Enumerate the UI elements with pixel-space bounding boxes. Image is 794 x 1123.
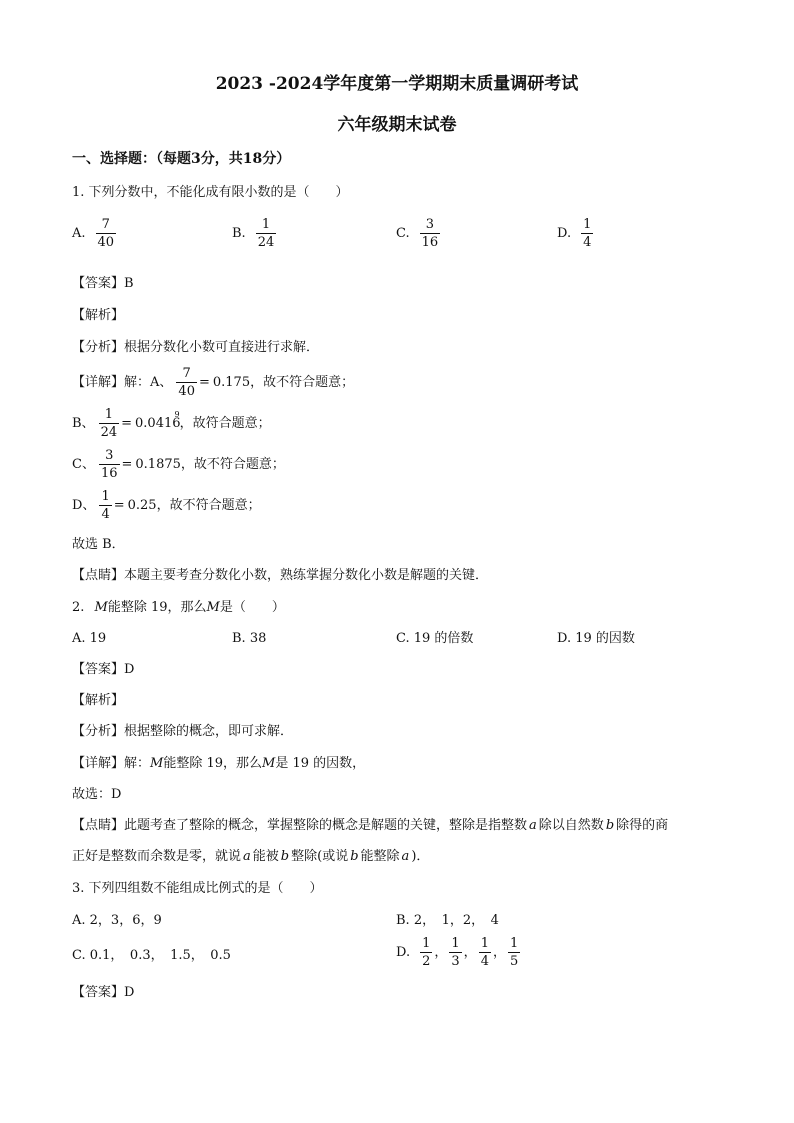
fraction-numerator: 3	[425, 217, 435, 232]
fraction-numerator: 3	[105, 448, 114, 463]
q1-fenxi	[72, 341, 319, 354]
fraction	[256, 218, 277, 249]
option-letter: A.	[72, 226, 86, 241]
q2-option-d: D. 19 的因数	[557, 631, 635, 646]
fraction-denominator: 16	[100, 466, 118, 481]
jie-text: 解：	[124, 375, 151, 390]
q2-jiexi-tag: 【解析】	[72, 693, 125, 708]
fraction	[99, 490, 111, 521]
fraction-numerator: 7	[182, 366, 191, 381]
repeat-mark: 9	[174, 409, 180, 419]
q1-stem: 1. 下列分数中，不能化成有限小数的是（ ）	[72, 185, 349, 200]
fraction-denominator: 24	[100, 425, 118, 440]
q2-dianjing-line1	[72, 819, 668, 832]
fenxi-tag: 【分析】	[72, 340, 125, 355]
variable-m: M	[262, 756, 276, 771]
dianjing-text: 除得的商	[616, 818, 669, 833]
decimal-value: 0.175	[212, 375, 251, 390]
q3-answer	[72, 986, 134, 999]
detail-prefix: A、	[150, 375, 173, 390]
q1-dianjing	[72, 569, 488, 582]
comma: ，	[463, 945, 477, 960]
q2-option-c: C. 19 的倍数	[396, 631, 474, 646]
fraction-numerator: 1	[261, 217, 271, 232]
answer-tag: 【答案】	[72, 276, 125, 291]
comma: ，	[492, 945, 506, 960]
answer-tag: 【答案】	[72, 662, 125, 677]
variable-b: b	[350, 849, 359, 864]
question-number: 2.	[72, 600, 85, 615]
equals-sign: =	[121, 457, 133, 472]
decimal-value: 0.0416	[135, 416, 181, 431]
q1-option-b	[232, 218, 278, 249]
fraction-denominator: 4	[101, 507, 110, 522]
stem-text-end: 是（ ）	[219, 600, 285, 615]
detail-prefix: B、	[72, 416, 95, 431]
fraction-denominator: 4	[583, 235, 592, 250]
detail-tail: ，故不符合题意；	[156, 498, 261, 513]
fraction-denominator: 40	[97, 235, 115, 250]
fraction-denominator: 5	[509, 954, 519, 969]
q2-conclusion: 故选：D	[72, 787, 122, 802]
q1-option-c	[396, 218, 442, 249]
dianjing-text: )．	[411, 849, 430, 864]
fraction-denominator: 4	[480, 954, 489, 969]
q1-option-d	[557, 218, 595, 249]
fraction	[479, 937, 491, 968]
dianjing-text: 能整除	[360, 849, 400, 864]
answer-value: B	[124, 276, 134, 291]
equals-sign: =	[198, 375, 210, 390]
detail-text: 能整除 19，那么	[163, 756, 263, 771]
fraction-numerator: 1	[480, 936, 489, 951]
q2-option-b: B. 38	[232, 631, 267, 646]
fraction-numerator: 1	[104, 407, 113, 422]
fraction	[449, 937, 461, 968]
q2-answer	[72, 663, 134, 676]
fraction-numerator: 7	[101, 217, 110, 232]
fraction-numerator: 1	[422, 936, 431, 951]
fraction-denominator: 16	[421, 235, 439, 250]
fraction	[99, 449, 120, 480]
jie-text: 解：	[124, 756, 151, 771]
detail-prefix: C、	[72, 457, 95, 472]
variable-a: a	[243, 849, 251, 864]
detail-tail: ，故不符合题意；	[180, 457, 285, 472]
dianjing-text: 正好是整数而余数是零，就说	[72, 849, 242, 864]
q3-stem: 3. 下列四组数不能组成比例式的是（ ）	[72, 881, 323, 896]
decimal-value: 0.1875	[135, 457, 181, 472]
variable-a: a	[401, 849, 410, 864]
fraction-numerator: 1	[509, 936, 519, 951]
q3-option-b: B. 2， 1，2， 4	[396, 913, 499, 928]
xiangjie-tag: 【详解】	[72, 375, 125, 390]
q2-option-a: A. 19	[72, 631, 107, 646]
answer-tag: 【答案】	[72, 985, 125, 1000]
variable-b: b	[605, 818, 615, 833]
q1-detail-c	[72, 449, 285, 480]
xiangjie-tag: 【详解】	[72, 756, 125, 771]
fenxi-tag: 【分析】	[72, 724, 125, 739]
detail-tail: ，故不符合题意；	[250, 375, 355, 390]
fraction	[176, 367, 197, 398]
fraction	[96, 218, 117, 249]
dianjing-tag: 【点睛】	[72, 818, 125, 833]
dianjing-text: 整除(或说	[291, 849, 349, 864]
equals-sign: =	[113, 498, 125, 513]
fraction-denominator: 3	[451, 954, 460, 969]
q1-detail-b	[72, 408, 271, 439]
option-letter: D.	[396, 945, 411, 960]
dianjing-text: 本题主要考查分数化小数，熟练掌握分数化小数是解题的关键．	[124, 568, 489, 583]
fenxi-text: 根据分数化小数可直接进行求解．	[124, 340, 320, 355]
comma: ，	[434, 945, 448, 960]
fraction-denominator: 40	[178, 384, 195, 399]
fraction	[581, 218, 593, 249]
variable-a: a	[529, 818, 537, 833]
q3-option-c: C. 0.1， 0.3， 1.5， 0.5	[72, 948, 231, 963]
q2-fenxi	[72, 725, 293, 738]
option-letter: D.	[557, 226, 572, 241]
section-heading: 一、选择题：（每题3分，共18分）	[72, 151, 291, 167]
fraction	[99, 408, 120, 439]
q2-stem	[72, 601, 285, 614]
answer-value: D	[124, 985, 135, 1000]
page-subtitle: 六年级期末试卷	[337, 115, 457, 135]
option-letter: B.	[232, 226, 246, 241]
decimal-value: 0.25	[127, 498, 157, 513]
q1-detail-a	[72, 367, 354, 398]
fraction-denominator: 24	[257, 235, 275, 250]
fraction-numerator: 1	[101, 489, 110, 504]
fraction	[420, 218, 441, 249]
variable-m: M	[206, 600, 220, 615]
q1-detail-d	[72, 490, 261, 521]
detail-tail: ，故符合题意；	[179, 416, 271, 431]
detail-prefix: D、	[72, 498, 96, 513]
fenxi-text: 根据整除的概念，即可求解．	[124, 724, 294, 739]
fraction-numerator: 1	[451, 936, 460, 951]
dianjing-text: 除以自然数	[538, 818, 604, 833]
q1-jiexi-tag: 【解析】	[72, 308, 125, 323]
q2-dianjing-line2	[72, 850, 429, 863]
page-title: 2023 -2024学年度第一学期期末质量调研考试	[215, 74, 579, 94]
q3-option-d	[396, 937, 522, 968]
q1-answer	[72, 277, 134, 290]
q3-option-a: A. 2，3，6，9	[72, 913, 162, 928]
dianjing-text: 能被	[252, 849, 279, 864]
fraction	[508, 937, 520, 968]
variable-m: M	[150, 756, 164, 771]
equals-sign: =	[121, 416, 133, 431]
dianjing-tag: 【点睛】	[72, 568, 125, 583]
option-letter: C.	[396, 226, 410, 241]
q1-conclusion: 故选 B．	[72, 537, 125, 552]
q1-option-a	[72, 218, 118, 249]
fraction-numerator: 1	[583, 217, 592, 232]
dianjing-text: 此题考查了整除的概念，掌握整除的概念是解题的关键，整除是指整数	[124, 818, 528, 833]
q2-detail	[72, 757, 365, 770]
variable-m: M	[94, 600, 108, 615]
fraction-denominator: 2	[422, 954, 431, 969]
detail-text-end: 是 19 的因数，	[275, 756, 366, 771]
variable-b: b	[280, 849, 290, 864]
stem-text: 能整除 19，那么	[107, 600, 207, 615]
answer-value: D	[124, 662, 135, 677]
fraction	[420, 937, 432, 968]
